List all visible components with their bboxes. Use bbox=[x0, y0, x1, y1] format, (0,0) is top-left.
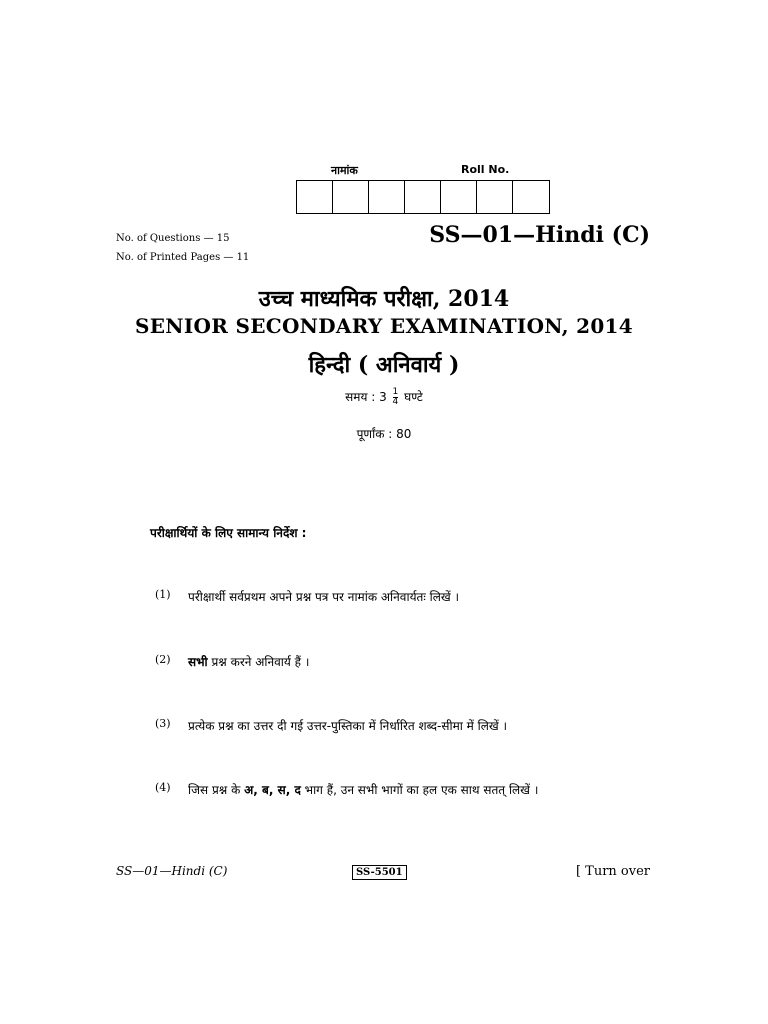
instructions-heading: परीक्षार्थियों के लिए सामान्य निर्देश : bbox=[150, 526, 307, 540]
instruction-text: प्रश्न करने अनिवार्य हैं । bbox=[207, 655, 310, 669]
time-suffix: घण्टे bbox=[404, 390, 423, 404]
footer-serial-code: SS-5501 bbox=[352, 865, 407, 880]
instruction-text-prefix: जिस प्रश्न के bbox=[188, 783, 245, 797]
instruction-item bbox=[155, 717, 507, 734]
instruction-text: प्रत्येक प्रश्न का उत्तर दी गई उत्तर-पुस्तिका में निर्धारित शब्द-सीमा में लिखें । bbox=[188, 719, 508, 733]
turn-over-note: [ Turn over bbox=[575, 864, 650, 879]
time-fraction-numerator: 1 bbox=[392, 387, 399, 397]
instruction-number: (3) bbox=[155, 717, 171, 730]
maximum-marks: पूर्णांक : 80 bbox=[356, 427, 412, 441]
time-allowed bbox=[0, 388, 768, 407]
paper-code: SS—01—Hindi (C) bbox=[429, 222, 650, 248]
roll-number-label: Roll No. bbox=[461, 163, 510, 176]
roll-number-box bbox=[513, 181, 549, 213]
time-fraction bbox=[393, 388, 399, 407]
exam-title-english: SENIOR SECONDARY EXAMINATION, 2014 bbox=[135, 314, 633, 338]
roll-number-boxes bbox=[296, 180, 550, 214]
number-of-printed-pages: No. of Printed Pages — 11 bbox=[116, 252, 250, 263]
instruction-number: (1) bbox=[155, 588, 171, 601]
number-of-questions: No. of Questions — 15 bbox=[116, 233, 230, 244]
time-prefix: समय : 3 bbox=[345, 390, 387, 404]
footer-paper-code: SS—01—Hindi (C) bbox=[116, 864, 228, 878]
instruction-text: परीक्षार्थी सर्वप्रथम अपने प्रश्न पत्र पर नामांक अनिवार्यतः लिखें । bbox=[188, 590, 460, 604]
subject-title: हिन्दी ( अनिवार्य ) bbox=[308, 352, 460, 378]
roll-number-label-hindi: नामांक bbox=[331, 164, 358, 177]
roll-number-box bbox=[297, 181, 333, 213]
instruction-emphasis: सभी bbox=[188, 655, 208, 669]
instruction-item bbox=[155, 588, 459, 605]
time-fraction-denominator: 4 bbox=[392, 397, 399, 407]
roll-number-box bbox=[441, 181, 477, 213]
instruction-emphasis: अ, ब, स, द bbox=[244, 783, 301, 797]
roll-number-box bbox=[405, 181, 441, 213]
roll-number-box bbox=[369, 181, 405, 213]
exam-title-hindi: उच्च माध्यमिक परीक्षा, 2014 bbox=[258, 286, 510, 312]
instruction-item bbox=[155, 653, 309, 670]
instruction-number: (2) bbox=[155, 653, 171, 666]
instruction-number: (4) bbox=[155, 781, 171, 794]
instruction-item bbox=[155, 781, 538, 798]
roll-number-box bbox=[333, 181, 369, 213]
instruction-text: भाग हैं, उन सभी भागों का हल एक साथ सतत् लिखें । bbox=[300, 783, 539, 797]
roll-number-box bbox=[477, 181, 513, 213]
